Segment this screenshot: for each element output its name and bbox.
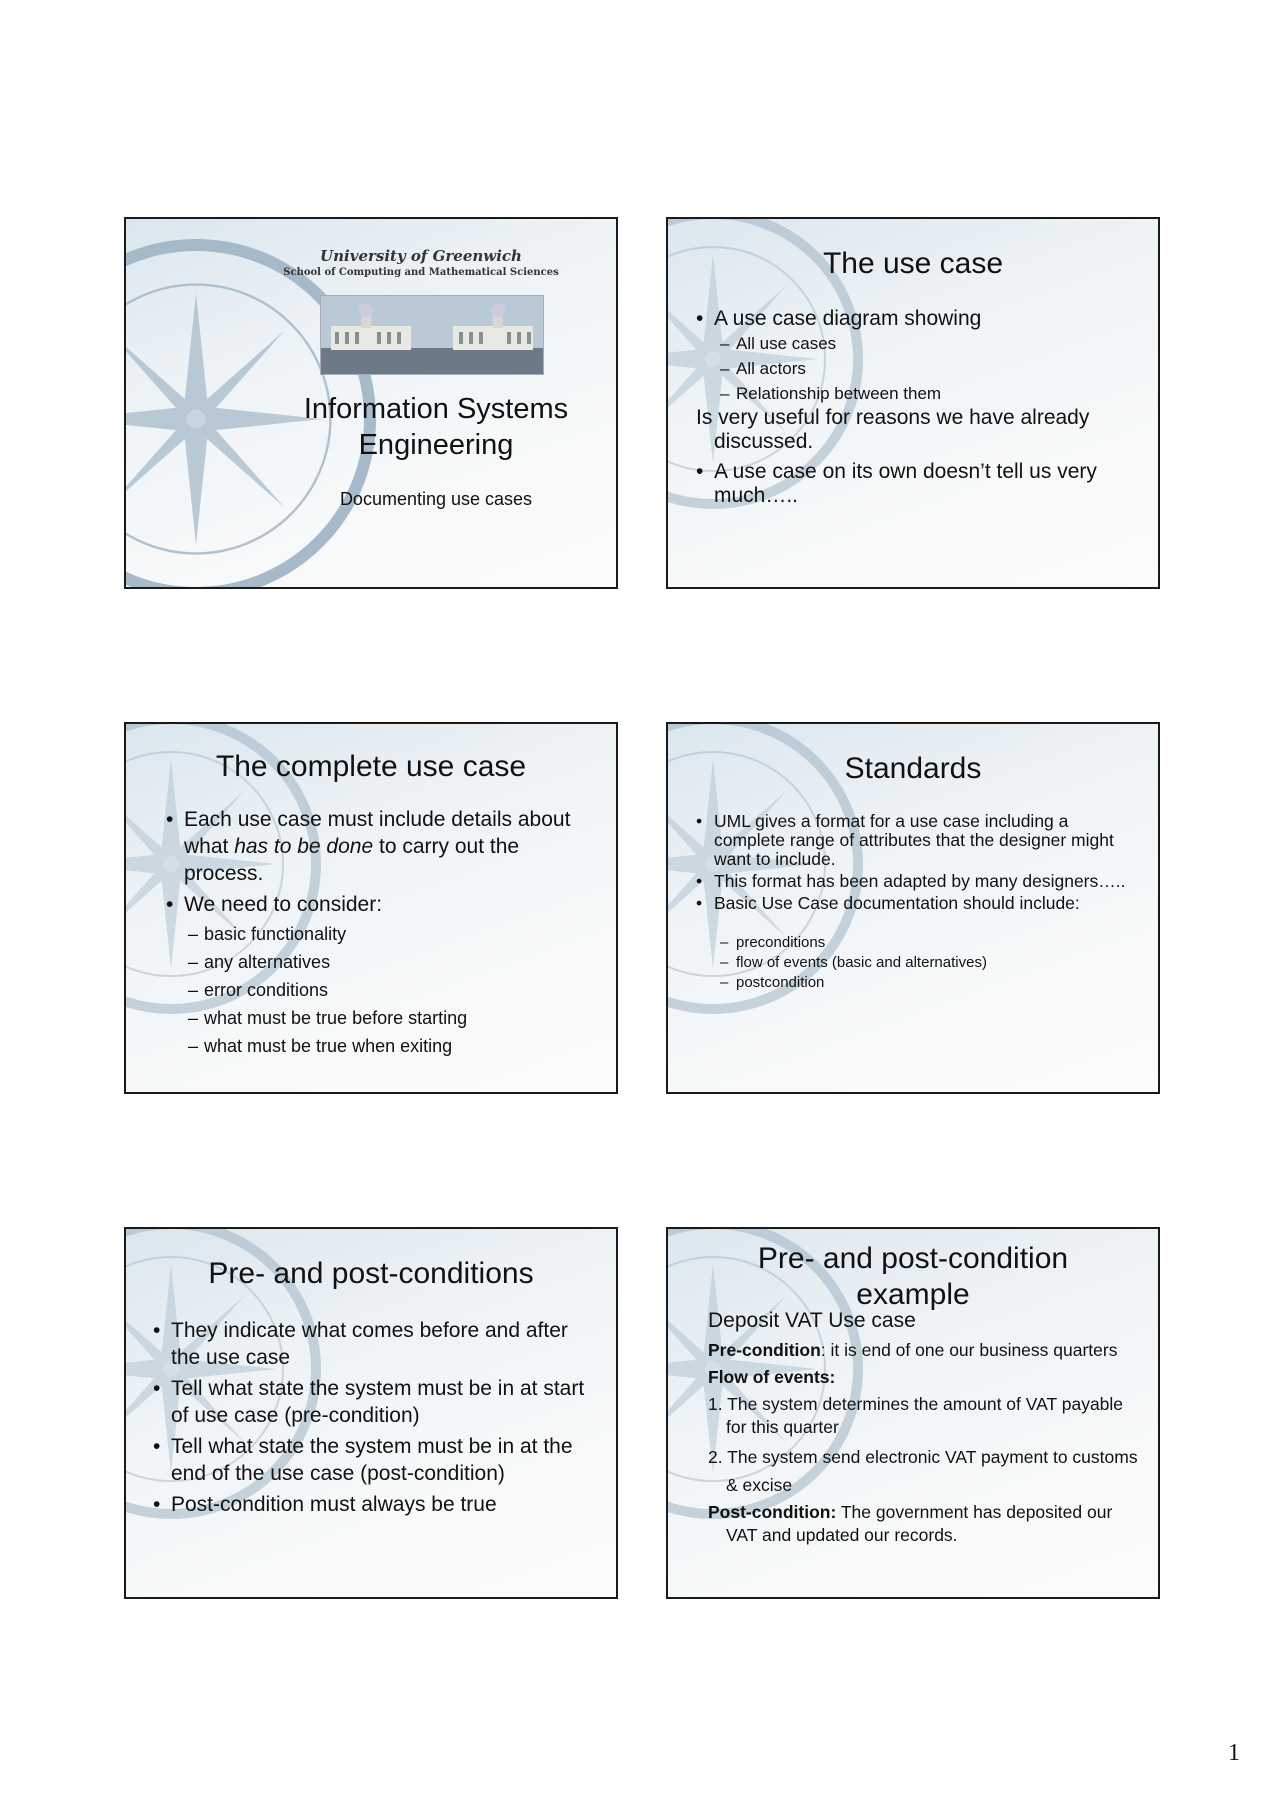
- slide6-title-line1: Pre- and post-condition: [757, 1242, 1069, 1275]
- flow-label: Flow of events:: [708, 1367, 836, 1387]
- slide1-title-line1: Information Systems: [303, 393, 569, 425]
- sub-list: [696, 331, 1136, 406]
- sub-bullet: – flow of events (basic and alternatives): [720, 953, 1136, 973]
- bullet: • UML gives a format for a use case including a complete range of attributes that the designer might want to include.: [696, 812, 1136, 869]
- slide6-body: [708, 1309, 1138, 1547]
- bullet: • A use case on its own doesn’t tell us very much…..: [696, 460, 1136, 508]
- statement: Is very useful for reasons we have already discussed.: [696, 406, 1090, 453]
- bullet: • Post-condition must always be true: [153, 1491, 598, 1518]
- sub-bullet: – what must be true when exiting: [188, 1032, 586, 1060]
- slide-standards: [666, 722, 1160, 1094]
- slide5-title: Pre- and post-conditions: [208, 1257, 534, 1290]
- slide2-title: The use case: [822, 247, 1004, 280]
- bullet: • Tell what state the system must be in at the end of the use case (post-condition): [153, 1433, 598, 1487]
- slide3-body: [166, 806, 586, 1060]
- bullet: • They indicate what comes before and after the use case: [153, 1317, 598, 1371]
- slide2-body: [696, 307, 1136, 508]
- school-name: School of Computing and Mathematical Sciences: [283, 267, 559, 278]
- sub-bullet: – any alternatives: [188, 948, 586, 976]
- bullet: • We need to consider:: [166, 891, 586, 918]
- slide4-title: Standards: [844, 752, 982, 785]
- bullet-emphasis: has to be done: [234, 835, 374, 858]
- sub-list: [166, 920, 586, 1060]
- slide1-title: [286, 391, 586, 463]
- sub-bullet: – All use cases: [720, 331, 1136, 356]
- slide6-title-line2: example: [856, 1278, 970, 1311]
- slide1-title-line2: Engineering: [358, 429, 514, 461]
- sub-bullet: – what must be true before starting: [188, 1004, 586, 1032]
- sub-bullet: – postcondition: [720, 973, 1136, 993]
- sub-bullet: – All actors: [720, 356, 1136, 381]
- sub-bullet: – Relationship between them: [720, 381, 1136, 406]
- slide-title: [124, 217, 618, 589]
- slide4-body: [696, 812, 1136, 993]
- flow-step: 2. The system send electronic VAT payment to customs & excise: [708, 1447, 1138, 1495]
- sub-bullet: – preconditions: [720, 933, 1136, 953]
- bullet: [166, 806, 586, 887]
- greenwich-campus-photo: [320, 295, 544, 375]
- bullet: • Basic Use Case documentation should include:: [696, 894, 1136, 913]
- slide6-title: [668, 1241, 1158, 1313]
- slide1-subtitle: Documenting use cases: [339, 489, 533, 509]
- slide-pre-post-example: [666, 1227, 1160, 1599]
- slide5-body: [153, 1317, 598, 1518]
- bullet-text: to carry out the process.: [184, 835, 520, 885]
- bullet: • A use case diagram showing: [696, 307, 1136, 331]
- pre-condition: [708, 1339, 1138, 1362]
- page-number: 1: [1228, 1740, 1240, 1766]
- bullet-text: Each use case must include details about what: [184, 808, 571, 858]
- flow-step: 1. The system determines the amount of VAT payable for this quarter: [708, 1394, 1124, 1437]
- slide-use-case: [666, 217, 1160, 589]
- slide-pre-post-conditions: [124, 1227, 618, 1599]
- university-name: University of Greenwich: [320, 247, 522, 265]
- post-condition-text: The government has deposited our VAT and updated our records.: [726, 1502, 1113, 1545]
- use-case-heading: Deposit VAT Use case: [708, 1309, 916, 1332]
- pre-condition-text: : it is end of one our business quarters: [820, 1340, 1118, 1360]
- sub-bullet: – basic functionality: [188, 920, 586, 948]
- post-condition: [708, 1501, 1138, 1547]
- slide3-title: The complete use case: [215, 750, 527, 783]
- slide-complete-use-case: [124, 722, 618, 1094]
- sub-list: [696, 933, 1136, 993]
- sub-bullet: – error conditions: [188, 976, 586, 1004]
- post-condition-label: Post-condition:: [708, 1502, 837, 1522]
- pre-condition-label: Pre-condition: [708, 1340, 821, 1360]
- bullet: • Tell what state the system must be in at start of use case (pre-condition): [153, 1375, 598, 1429]
- bullet: • This format has been adapted by many designers…..: [696, 872, 1136, 891]
